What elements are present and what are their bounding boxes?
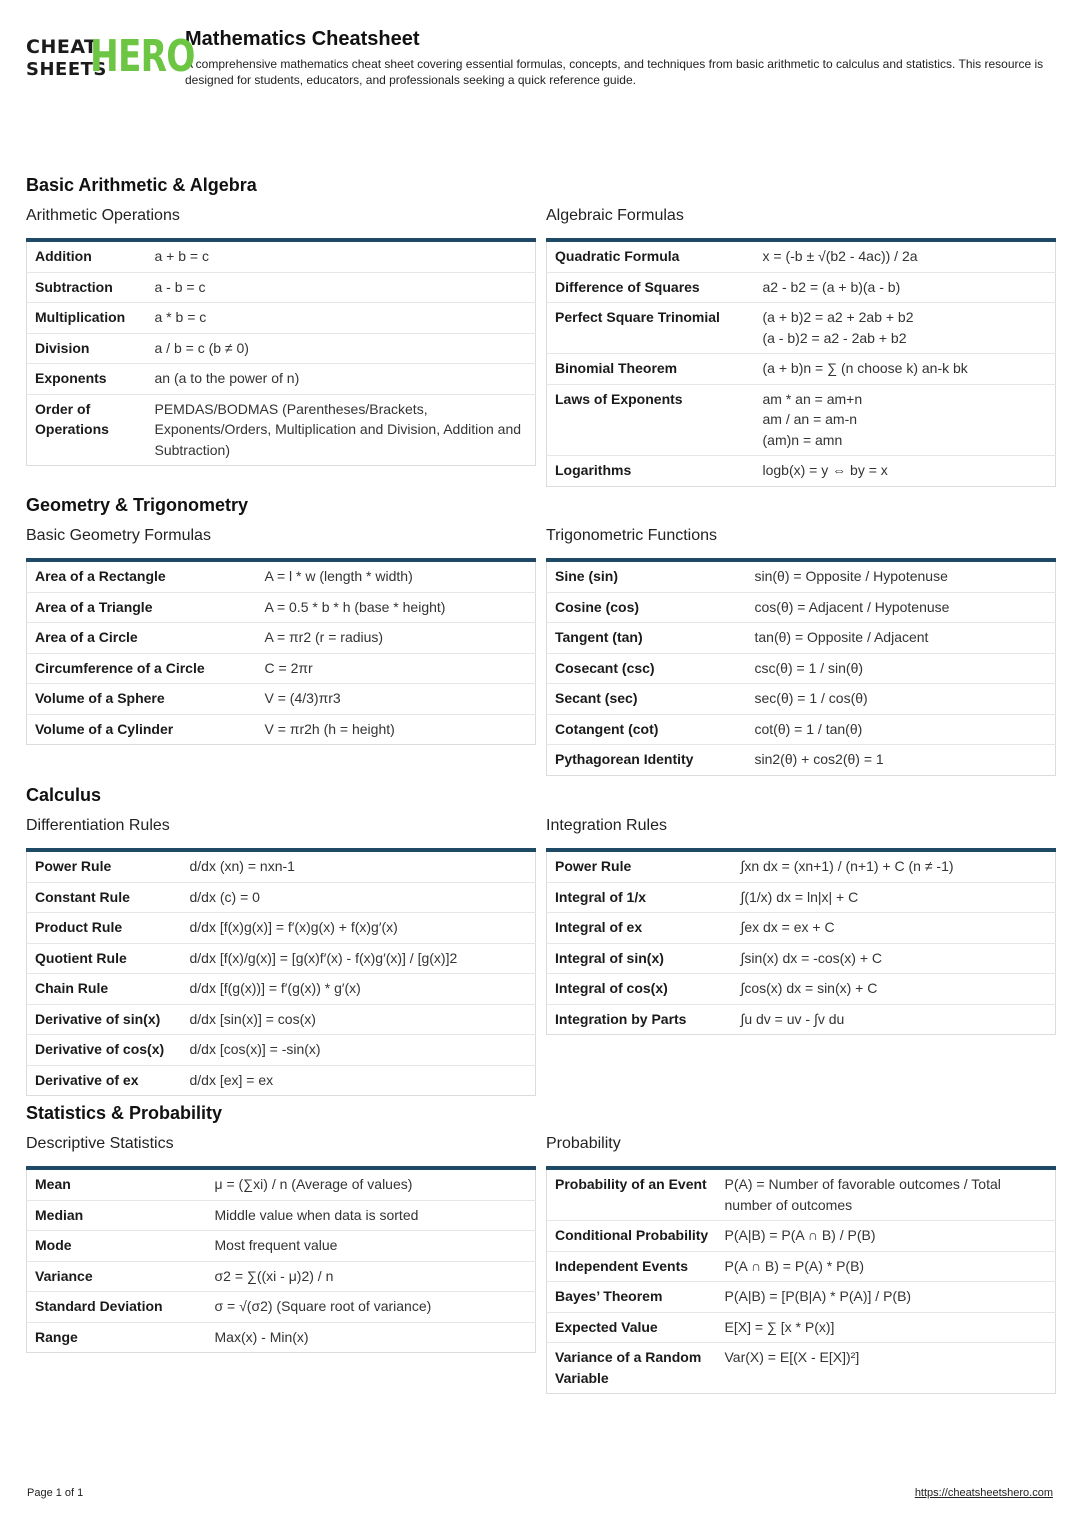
- formula-value: (a + b)2 = a2 + 2ab + b2 (a - b)2 = a2 - 2ab + b2: [755, 303, 1056, 354]
- page-description: A comprehensive mathematics cheat sheet covering essential formulas, concepts, and techniques from basic arithmetic to calculus and statistics. This resource is designed for students, educators, and professionals seeking a quick reference guide.: [185, 57, 1044, 87]
- formula-name: Difference of Squares: [547, 272, 755, 303]
- formula-value: V = (4/3)πr3: [257, 684, 536, 715]
- formula-name: Volume of a Sphere: [27, 684, 257, 715]
- formula-value: tan(θ) = Opposite / Adjacent: [747, 623, 1056, 654]
- block-trigonometric-functions: [546, 524, 1056, 776]
- formula-name: Chain Rule: [27, 974, 182, 1005]
- table-row: [27, 1168, 536, 1200]
- formula-name: Range: [35, 1328, 78, 1345]
- block-integration-rules: [546, 814, 1056, 1035]
- formula-name: Quadratic Formula: [547, 240, 755, 272]
- formula-value: C = 2πr: [257, 653, 536, 684]
- table-row: [547, 913, 1056, 944]
- formula-name: Constant Rule: [27, 882, 182, 913]
- formula-name: Integral of sin(x): [547, 943, 733, 974]
- table-row: [27, 1004, 536, 1035]
- table-row: [547, 456, 1056, 487]
- formula-value: (a + b)n = ∑ (n choose k) an-k bk: [755, 354, 1056, 385]
- logo-hero: HERO: [90, 31, 195, 82]
- formula-name: Integral of cos(x): [547, 974, 733, 1005]
- formula-value: a - b = c: [147, 272, 536, 303]
- formula-name: Area of a Triangle: [27, 592, 257, 623]
- block-algebraic-formulas: [546, 204, 1056, 487]
- block-differentiation-rules: [26, 814, 536, 1096]
- formula-name: Secant (sec): [547, 684, 747, 715]
- formula-name: Derivative of ex: [35, 1071, 139, 1088]
- formula-value: A = l * w (length * width): [257, 560, 536, 592]
- formula-name: Power Rule: [27, 850, 182, 882]
- table-row: [547, 850, 1056, 882]
- formula-value: σ2 = ∑((xi - μ)2) / n: [207, 1261, 536, 1292]
- page-number: Page 1 of 1: [27, 1487, 84, 1499]
- table-row: [547, 943, 1056, 974]
- formula-value: P(A|B) = P(A ∩ B) / P(B): [717, 1221, 1056, 1252]
- formula-name: Division: [27, 333, 147, 364]
- section-title: Basic Arithmetic & Algebra: [26, 175, 257, 195]
- table-row: [547, 240, 1056, 272]
- formula-value: sin2(θ) + cos2(θ) = 1: [754, 751, 884, 767]
- formula-name: Conditional Probability: [547, 1221, 717, 1252]
- table-row: [27, 1231, 536, 1262]
- formula-table: [26, 1166, 536, 1353]
- section-columns: [26, 524, 1056, 776]
- formula-name: Independent Events: [547, 1251, 717, 1282]
- formula-name: Variance: [27, 1261, 207, 1292]
- formula-name: Exponents: [27, 364, 147, 395]
- formula-name: Mode: [27, 1231, 207, 1262]
- table-row: [547, 303, 1056, 354]
- table-row: [27, 394, 536, 466]
- table-row: [27, 333, 536, 364]
- block-basic-geometry-formulas: [26, 524, 536, 745]
- block-title: Differentiation Rules: [26, 817, 170, 834]
- formula-value: d/dx (xn) = nxn-1: [182, 850, 536, 882]
- section-calculus: [26, 780, 1056, 1096]
- table-row: [27, 240, 536, 272]
- block-title: Probability: [546, 1135, 621, 1152]
- formula-value: a * b = c: [147, 303, 536, 334]
- formula-name: Product Rule: [27, 913, 182, 944]
- formula-name: Circumference of a Circle: [27, 653, 257, 684]
- formula-value: A = 0.5 * b * h (base * height): [257, 592, 536, 623]
- block-probability: [546, 1132, 1056, 1394]
- formula-name: Cosecant (csc): [547, 653, 747, 684]
- formula-value: V = πr2h (h = height): [264, 720, 395, 737]
- formula-value: a / b = c (b ≠ 0): [147, 333, 536, 364]
- formula-value: μ = (∑xi) / n (Average of values): [207, 1168, 536, 1200]
- table-row: [27, 560, 536, 592]
- formula-name: Tangent (tan): [547, 623, 747, 654]
- formula-value: σ = √(σ2) (Square root of variance): [207, 1292, 536, 1323]
- formula-name: Perfect Square Trinomial: [547, 303, 755, 354]
- table-row: [547, 592, 1056, 623]
- table-row: [27, 1035, 536, 1066]
- table-row: [27, 714, 536, 745]
- formula-value: PEMDAS/BODMAS (Parentheses/Brackets, Exponents/Orders, Multiplication and Division, Addition and Subtraction): [154, 400, 522, 458]
- block-title: Arithmetic Operations: [26, 207, 180, 224]
- formula-value: P(A|B) = [P(B|A) * P(A)] / P(B): [717, 1282, 1056, 1313]
- logo[interactable]: [26, 31, 195, 84]
- table-row: [547, 272, 1056, 303]
- formula-name: Volume of a Cylinder: [35, 720, 174, 737]
- section-title: Calculus: [26, 785, 102, 805]
- table-row: [27, 364, 536, 395]
- table-row: [547, 1251, 1056, 1282]
- section-statistics-probability: [26, 1098, 1056, 1394]
- section-title: Statistics & Probability: [26, 1103, 223, 1123]
- formula-name: Median: [27, 1200, 207, 1231]
- table-row: [547, 1168, 1056, 1221]
- formula-value: ∫(1/x) dx = ln|x| + C: [733, 882, 1056, 913]
- block-title: Trigonometric Functions: [546, 527, 718, 544]
- table-row: [27, 1200, 536, 1231]
- formula-value: a2 - b2 = (a + b)(a - b): [755, 272, 1056, 303]
- formula-value: d/dx [ex] = ex: [189, 1071, 274, 1088]
- table-row: [547, 1312, 1056, 1343]
- formula-value: d/dx [f(g(x))] = f′(g(x)) * g′(x): [182, 974, 536, 1005]
- formula-name: Laws of Exponents: [547, 384, 755, 456]
- formula-table: [546, 238, 1056, 487]
- formula-value: Var(X) = E[(X - E[X])²]: [724, 1349, 860, 1365]
- table-row: [547, 1004, 1056, 1035]
- table-row: [547, 1282, 1056, 1313]
- logo-sheets: SHEETS: [26, 59, 107, 80]
- formula-name: Mean: [27, 1168, 207, 1200]
- formula-value: x = (-b ± √(b2 - 4ac)) / 2a: [755, 240, 1056, 272]
- table-row: [27, 1261, 536, 1292]
- formula-value: ∫u dv = uv - ∫v du: [740, 1010, 845, 1027]
- formula-value: P(A) = Number of favorable outcomes / Total number of outcomes: [717, 1168, 1056, 1221]
- formula-value: Middle value when data is sorted: [207, 1200, 536, 1231]
- table-row: [547, 714, 1056, 745]
- formula-value: Max(x) - Min(x): [214, 1328, 309, 1345]
- header: [26, 28, 1056, 90]
- table-row: [27, 653, 536, 684]
- table-row: [27, 913, 536, 944]
- formula-name: Quotient Rule: [27, 943, 182, 974]
- formula-name: Expected Value: [547, 1312, 717, 1343]
- formula-name: Bayes’ Theorem: [547, 1282, 717, 1313]
- formula-value: ∫ex dx = ex + C: [733, 913, 1056, 944]
- formula-table: [26, 848, 536, 1096]
- table-row: [547, 623, 1056, 654]
- formula-value: d/dx [f(x)/g(x)] = [g(x)f′(x) - f(x)g′(x)] / [g(x)]2: [182, 943, 536, 974]
- block-title: Integration Rules: [546, 817, 667, 834]
- formula-name: Integral of ex: [547, 913, 733, 944]
- formula-value: an (a to the power of n): [147, 364, 536, 395]
- formula-name: Derivative of cos(x): [27, 1035, 182, 1066]
- table-row: [547, 974, 1056, 1005]
- formula-value: csc(θ) = 1 / sin(θ): [747, 653, 1056, 684]
- table-row: [27, 1322, 536, 1353]
- formula-value: Most frequent value: [207, 1231, 536, 1262]
- header-text: [185, 28, 1056, 88]
- logo-cheat: CHEAT: [26, 36, 98, 58]
- block-descriptive-statistics: [26, 1132, 536, 1353]
- formula-value: cot(θ) = 1 / tan(θ): [747, 714, 1056, 745]
- formula-value: ∫xn dx = (xn+1) / (n+1) + C (n ≠ -1): [733, 850, 1056, 882]
- formula-table: [546, 558, 1056, 776]
- formula-name: Binomial Theorem: [547, 354, 755, 385]
- formula-value: cos(θ) = Adjacent / Hypotenuse: [747, 592, 1056, 623]
- formula-value: d/dx [sin(x)] = cos(x): [182, 1004, 536, 1035]
- formula-table: [26, 238, 536, 466]
- table-row: [27, 272, 536, 303]
- formula-value: d/dx (c) = 0: [182, 882, 536, 913]
- formula-table: [546, 848, 1056, 1035]
- formula-value: sin(θ) = Opposite / Hypotenuse: [747, 560, 1056, 592]
- table-row: [547, 653, 1056, 684]
- table-row: [27, 592, 536, 623]
- table-row: [27, 974, 536, 1005]
- page-title: Mathematics Cheatsheet: [185, 28, 420, 50]
- formula-name: Cotangent (cot): [547, 714, 747, 745]
- formula-value: sec(θ) = 1 / cos(θ): [747, 684, 1056, 715]
- formula-name: Probability of an Event: [547, 1168, 717, 1221]
- formula-name: Cosine (cos): [547, 592, 747, 623]
- table-row: [27, 882, 536, 913]
- section-title: Geometry & Trigonometry: [26, 495, 249, 515]
- block-arithmetic-operations: [26, 204, 536, 466]
- block-title: Basic Geometry Formulas: [26, 527, 211, 544]
- formula-name: Power Rule: [547, 850, 733, 882]
- formula-name: Standard Deviation: [27, 1292, 207, 1323]
- formula-value: logb(x) = y ⇔ by = x: [762, 462, 888, 478]
- table-row: [547, 684, 1056, 715]
- formula-value: P(A ∩ B) = P(A) * P(B): [717, 1251, 1056, 1282]
- section-columns: [26, 1132, 1056, 1394]
- formula-table: [546, 1166, 1056, 1394]
- block-title: Descriptive Statistics: [26, 1135, 174, 1152]
- formula-name: Order of Operations: [35, 400, 109, 437]
- table-row: [547, 882, 1056, 913]
- formula-name: Integration by Parts: [555, 1010, 687, 1027]
- formula-value: A = πr2 (r = radius): [257, 623, 536, 654]
- formula-name: Multiplication: [27, 303, 147, 334]
- formula-name: Integral of 1/x: [547, 882, 733, 913]
- section-columns: [26, 204, 1056, 487]
- table-row: [27, 850, 536, 882]
- formula-value: a + b = c: [147, 240, 536, 272]
- table-row: [27, 623, 536, 654]
- formula-value: ∫cos(x) dx = sin(x) + C: [733, 974, 1056, 1005]
- formula-value: ∫sin(x) dx = -cos(x) + C: [733, 943, 1056, 974]
- table-row: [27, 1292, 536, 1323]
- table-row: [27, 1065, 536, 1096]
- table-row: [27, 943, 536, 974]
- formula-name: Sine (sin): [547, 560, 747, 592]
- block-title: Algebraic Formulas: [546, 207, 684, 224]
- table-row: [547, 354, 1056, 385]
- formula-table: [26, 558, 536, 745]
- section-geometry-trigonometry: [26, 490, 1056, 776]
- formula-value: E[X] = ∑ [x * P(x)]: [717, 1312, 1056, 1343]
- formula-name: Pythagorean Identity: [555, 751, 694, 767]
- formula-name: Addition: [27, 240, 147, 272]
- footer-link[interactable]: https://cheatsheetshero.com: [914, 1487, 1053, 1499]
- section-basic-arithmetic-algebra: [26, 170, 1056, 487]
- page: [26, 28, 1056, 1386]
- formula-value: d/dx [cos(x)] = -sin(x): [182, 1035, 536, 1066]
- formula-name: Logarithms: [555, 462, 632, 478]
- table-row: [547, 745, 1056, 776]
- formula-value: d/dx [f(x)g(x)] = f′(x)g(x) + f(x)g′(x): [182, 913, 536, 944]
- table-row: [547, 1343, 1056, 1394]
- table-row: [27, 684, 536, 715]
- table-row: [27, 303, 536, 334]
- formula-name: Area of a Rectangle: [27, 560, 257, 592]
- formula-name: Derivative of sin(x): [27, 1004, 182, 1035]
- section-columns: [26, 814, 1056, 1096]
- table-row: [547, 1221, 1056, 1252]
- formula-name: Area of a Circle: [27, 623, 257, 654]
- formula-name: Subtraction: [27, 272, 147, 303]
- table-row: [547, 560, 1056, 592]
- formula-name: Variance of a Random Variable: [555, 1349, 702, 1386]
- table-row: [547, 384, 1056, 456]
- formula-value: am * an = am+n am / an = am-n (am)n = amn: [755, 384, 1056, 456]
